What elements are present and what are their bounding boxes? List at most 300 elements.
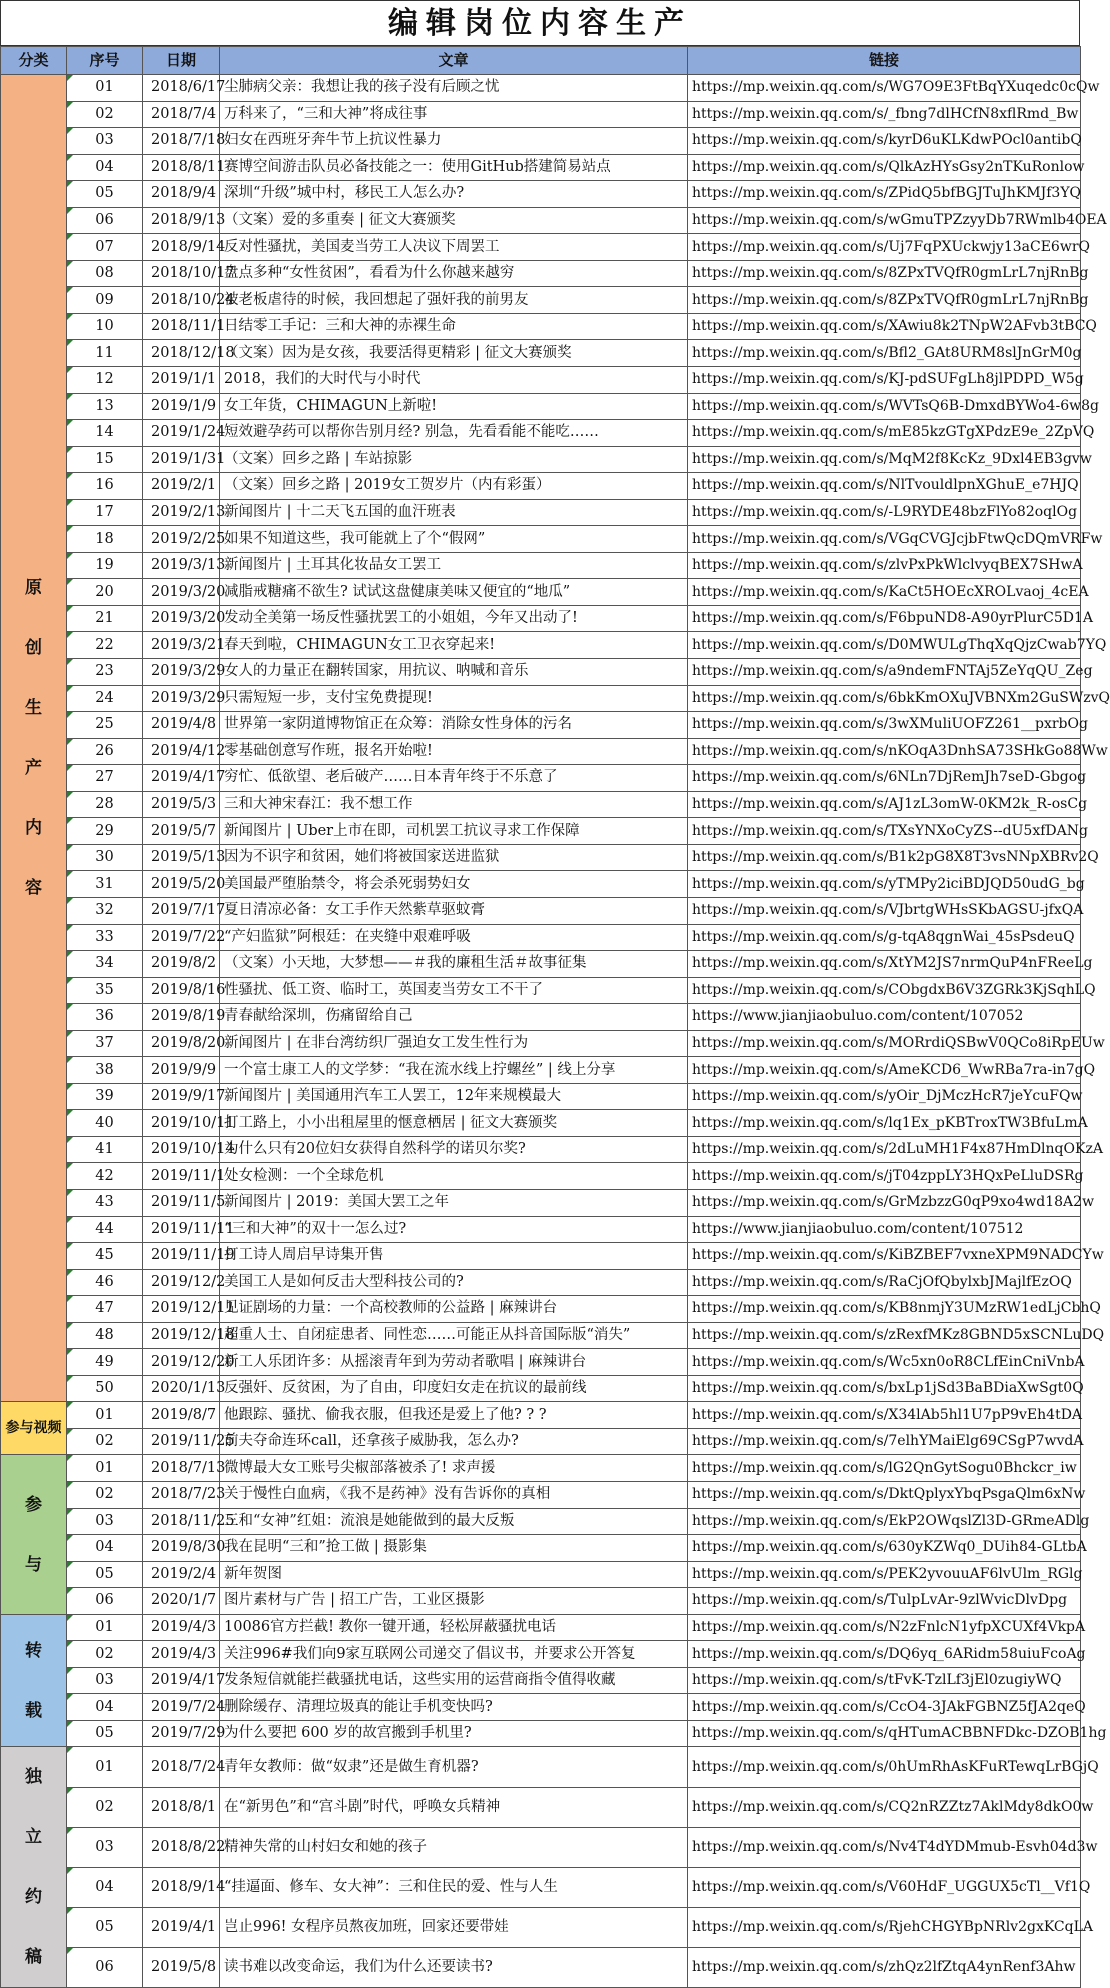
row-number: 09 <box>95 291 114 308</box>
table-row <box>1 75 1081 102</box>
table-row <box>1 1402 1081 1429</box>
row-number: 36 <box>95 1008 114 1025</box>
row-number: 01 <box>95 1758 114 1775</box>
article-link[interactable]: https://mp.weixin.qq.com/s/KaCt5HOEcXROLvaoj_4cEA <box>688 579 1081 606</box>
category-label: 原创生产内容 <box>25 578 42 899</box>
row-number: 08 <box>95 265 114 282</box>
date-cell: 2018/9/4 <box>143 181 220 208</box>
article-link[interactable]: https://www.jianjiaobuluo.com/content/107052 <box>688 1004 1081 1031</box>
article-link[interactable]: https://mp.weixin.qq.com/s/KB8nmjY3UMzRW1edLjCbhQ <box>688 1296 1081 1323</box>
number-cell <box>67 154 143 181</box>
article-link[interactable]: https://mp.weixin.qq.com/s/jT04zppLY3HQxPeLluDSRg <box>688 1163 1081 1190</box>
date-cell: 2019/11/1 <box>143 1163 220 1190</box>
date-cell: 2019/1/9 <box>143 393 220 420</box>
article-link[interactable]: https://mp.weixin.qq.com/s/KJ-pdSUFgLh8jlPDPD_W5g <box>688 367 1081 394</box>
date-cell: 2019/5/13 <box>143 844 220 871</box>
table-row <box>1 234 1081 261</box>
number-cell <box>67 844 143 871</box>
article-link[interactable]: https://mp.weixin.qq.com/s/0hUmRhAsKFuRTewqLrBGjQ <box>688 1747 1081 1787</box>
article-title-cell: 反强奸、反贫困，为了自由，印度妇女走在抗议的最前线 <box>220 1375 688 1402</box>
cell-comment-marker <box>67 1509 73 1515</box>
cell-comment-marker <box>67 1429 73 1435</box>
cell-comment-marker <box>67 1747 73 1753</box>
table-row <box>1 712 1081 739</box>
row-number: 12 <box>95 371 114 388</box>
date-cell: 2019/4/17 <box>143 1667 220 1694</box>
table-row <box>1 659 1081 686</box>
number-cell <box>67 1908 143 1948</box>
article-title-cell: 新闻图片 | 十二天飞五国的血汗班表 <box>220 499 688 526</box>
article-title-cell: （文案）小天地，大梦想——＃我的廉租生活＃故事征集 <box>220 951 688 978</box>
row-number: 29 <box>95 822 114 839</box>
date-cell: 2019/3/29 <box>143 685 220 712</box>
number-cell <box>67 897 143 924</box>
row-number: 42 <box>95 1167 114 1184</box>
content-table <box>0 46 1110 1988</box>
cell-comment-marker <box>67 234 73 240</box>
article-title-cell: 发条短信就能拦截骚扰电话，这些实用的运营商指令值得收藏 <box>220 1667 688 1694</box>
article-title-cell: 2018，我们的大时代与小时代 <box>220 367 688 394</box>
table-row <box>1 260 1081 287</box>
article-link[interactable]: https://mp.weixin.qq.com/s/Uj7FqPXUckwjy13aCE6wrQ <box>688 234 1081 261</box>
article-link[interactable]: https://mp.weixin.qq.com/s/PEK2yvouuAF6lvUlm_RGlg <box>688 1561 1081 1588</box>
table-row <box>1 1296 1081 1323</box>
number-cell <box>67 1322 143 1349</box>
table-row <box>1 1694 1081 1721</box>
row-number: 37 <box>95 1034 114 1051</box>
cell-comment-marker <box>67 75 73 81</box>
table-row <box>1 420 1081 447</box>
article-link[interactable]: https://mp.weixin.qq.com/s/GrMzbzzG0qP9xo4wd18A2w <box>688 1189 1081 1216</box>
cell-comment-marker <box>67 128 73 134</box>
number-cell <box>67 1481 143 1508</box>
row-number: 40 <box>95 1114 114 1131</box>
table-row <box>1 1216 1081 1243</box>
cell-comment-marker <box>67 1948 73 1954</box>
article-title-cell: （文案）爱的多重奏 | 征文大赛颁奖 <box>220 207 688 234</box>
cell-comment-marker <box>67 287 73 293</box>
cell-comment-marker <box>67 845 73 851</box>
number-cell <box>67 207 143 234</box>
row-number: 01 <box>95 1459 114 1476</box>
row-number: 02 <box>95 1486 114 1503</box>
article-title-cell: 新闻图片 | Uber上市在即，司机罢工抗议寻求工作保障 <box>220 818 688 845</box>
number-cell <box>67 1216 143 1243</box>
cell-comment-marker <box>67 1788 73 1794</box>
article-link[interactable]: https://mp.weixin.qq.com/s/6bkKmOXuJVBNXm2GuSWzvQ <box>688 685 1081 712</box>
number-cell <box>67 818 143 845</box>
number-cell <box>67 1136 143 1163</box>
article-title-cell: 微博最大女工账号尖椒部落被杀了! 求声援 <box>220 1455 688 1482</box>
article-title-cell: “挂逼面、修车、女大神”：三和住民的爱、性与人生 <box>220 1867 688 1907</box>
table-row <box>1 1004 1081 1031</box>
cell-comment-marker <box>67 712 73 718</box>
date-cell: 2019/11/19 <box>143 1243 220 1270</box>
category-cell <box>1 1747 67 1988</box>
table-row <box>1 1349 1081 1376</box>
cell-comment-marker <box>67 1828 73 1834</box>
date-cell: 2019/9/17 <box>143 1083 220 1110</box>
table-row <box>1 685 1081 712</box>
article-link[interactable]: https://mp.weixin.qq.com/s/tFvK-TzlLf3jEl0zugiyWQ <box>688 1667 1081 1694</box>
cell-comment-marker <box>67 367 73 373</box>
article-title-cell: 世界第一家阴道博物馆正在众筹：消除女性身体的污名 <box>220 712 688 739</box>
number-cell <box>67 659 143 686</box>
table-row <box>1 738 1081 765</box>
article-link[interactable]: https://mp.weixin.qq.com/s/yOir_DjMczHcR7jeYcuFQw <box>688 1083 1081 1110</box>
article-link[interactable]: https://mp.weixin.qq.com/s/X34lAb5hl1U7pP9vEh4tDA <box>688 1402 1081 1429</box>
date-cell: 2018/9/14 <box>143 234 220 261</box>
number-cell <box>67 1110 143 1137</box>
article-link[interactable]: https://mp.weixin.qq.com/s/RaCjOfQbylxbJMajlfEzOQ <box>688 1269 1081 1296</box>
number-cell <box>67 181 143 208</box>
article-link[interactable]: https://mp.weixin.qq.com/s/KiBZBEF7vxneXPM9NADCYw <box>688 1243 1081 1270</box>
article-link[interactable]: https://mp.weixin.qq.com/s/630yKZWq0_DUih84-GLtbA <box>688 1535 1081 1562</box>
article-link[interactable]: https://mp.weixin.qq.com/s/Bfl2_GAt8URM8slJnGrM0g <box>688 340 1081 367</box>
article-link[interactable]: https://mp.weixin.qq.com/s/DQ6yq_6ARidm58uiuFcoAg <box>688 1641 1081 1668</box>
cell-comment-marker <box>67 1296 73 1302</box>
article-title-cell: 青春献给深圳，伤痛留给自己 <box>220 1004 688 1031</box>
number-cell <box>67 1948 143 1988</box>
cell-comment-marker <box>67 340 73 346</box>
cell-comment-marker <box>67 314 73 320</box>
cell-comment-marker <box>67 818 73 824</box>
cell-comment-marker <box>67 1163 73 1169</box>
article-link[interactable]: https://mp.weixin.qq.com/s/kyrD6uKLKdwPOcl0antibQ <box>688 128 1081 155</box>
number-cell <box>67 977 143 1004</box>
sheet-title: 编辑岗位内容生产 <box>0 0 1080 46</box>
row-number: 16 <box>95 477 114 494</box>
article-link[interactable]: https://mp.weixin.qq.com/s/B1k2pG8X8T3vsNNpXBRv2Q <box>688 844 1081 871</box>
header-category: 分类 <box>1 47 67 75</box>
date-cell: 2019/7/17 <box>143 897 220 924</box>
row-number: 07 <box>95 238 114 255</box>
article-title-cell: （文案）回乡之路 | 2019女工贺岁片（内有彩蛋） <box>220 473 688 500</box>
row-number: 15 <box>95 450 114 467</box>
table-row <box>1 446 1081 473</box>
article-link[interactable]: https://mp.weixin.qq.com/s/N2zFnlcN1yfpXCUXf4VkpA <box>688 1614 1081 1641</box>
number-cell <box>67 446 143 473</box>
number-cell <box>67 1428 143 1455</box>
article-title-cell: 女工年货，CHIMAGUN上新啦! <box>220 393 688 420</box>
table-row <box>1 1057 1081 1084</box>
row-number: 43 <box>95 1194 114 1211</box>
table-row <box>1 1110 1081 1137</box>
category-label: 参与 <box>25 1494 42 1575</box>
number-cell <box>67 1083 143 1110</box>
row-number: 03 <box>95 1512 114 1529</box>
row-number: 14 <box>95 424 114 441</box>
date-cell: 2019/1/24 <box>143 420 220 447</box>
article-link[interactable]: https://mp.weixin.qq.com/s/AJ1zL3omW-0KM2k_R-osCg <box>688 791 1081 818</box>
article-link[interactable]: https://mp.weixin.qq.com/s/zhQz2lfZtqA4ynRenf3Ahw <box>688 1948 1081 1988</box>
article-title-cell: 图片素材与广告 | 招工广告，工业区摄影 <box>220 1588 688 1615</box>
article-link[interactable]: https://mp.weixin.qq.com/s/EkP2OWqslZl3D-GRmeADlg <box>688 1508 1081 1535</box>
article-link[interactable]: https://mp.weixin.qq.com/s/ZPidQ5bfBGJTuJhKMJf3YQ <box>688 181 1081 208</box>
article-title-cell: 超重人士、自闭症患者、同性恋……可能正从抖音国际版“消失” <box>220 1322 688 1349</box>
article-title-cell: 尘肺病父亲：我想让我的孩子没有后顾之忧 <box>220 75 688 102</box>
article-link[interactable]: https://mp.weixin.qq.com/s/nKOqA3DnhSA73SHkGo88Ww <box>688 738 1081 765</box>
table-row <box>1 154 1081 181</box>
date-cell: 2018/8/22 <box>143 1827 220 1867</box>
cell-comment-marker <box>67 500 73 506</box>
date-cell: 2019/12/18 <box>143 1322 220 1349</box>
article-link[interactable]: https://mp.weixin.qq.com/s/7elhYMaiElg69CSgP7wvdA <box>688 1428 1081 1455</box>
table-row <box>1 1787 1081 1827</box>
article-title-cell: 美国工人是如何反击大型科技公司的? <box>220 1269 688 1296</box>
date-cell: 2019/8/7 <box>143 1402 220 1429</box>
article-link[interactable]: https://mp.weixin.qq.com/s/Wc5xn0oR8CLfEinCniVnbA <box>688 1349 1081 1376</box>
date-cell: 2019/4/1 <box>143 1908 220 1948</box>
article-title-cell: 三和大神宋春江：我不想工作 <box>220 791 688 818</box>
article-link[interactable]: https://mp.weixin.qq.com/s/zRexfMKz8GBND5xSCNLuDQ <box>688 1322 1081 1349</box>
article-title-cell: 被老板虐待的时候，我回想起了强奸我的前男友 <box>220 287 688 314</box>
row-number: 32 <box>95 902 114 919</box>
article-link[interactable]: https://mp.weixin.qq.com/s/8ZPxTVQfR0gmLrL7njRnBg <box>688 260 1081 287</box>
article-link[interactable]: https://mp.weixin.qq.com/s/AmeKCD6_WwRBa7ra-in7gQ <box>688 1057 1081 1084</box>
article-link[interactable]: https://mp.weixin.qq.com/s/-L9RYDE48bzFlYo82oqlOg <box>688 499 1081 526</box>
number-cell <box>67 234 143 261</box>
number-cell <box>67 738 143 765</box>
number-cell <box>67 924 143 951</box>
header-number: 序号 <box>67 47 143 75</box>
number-cell <box>67 552 143 579</box>
number-cell <box>67 1787 143 1827</box>
row-number: 35 <box>95 981 114 998</box>
date-cell: 2019/4/3 <box>143 1641 220 1668</box>
article-title-cell: 10086官方拦截! 教你一键开通，轻松屏蔽骚扰电话 <box>220 1614 688 1641</box>
number-cell <box>67 1667 143 1694</box>
cell-comment-marker <box>67 526 73 532</box>
article-title-cell: 女人的力量正在翻转国家，用抗议、呐喊和音乐 <box>220 659 688 686</box>
article-link[interactable]: https://mp.weixin.qq.com/s/QlkAzHYsGsy2nTKuRonlow <box>688 154 1081 181</box>
article-link[interactable]: https://mp.weixin.qq.com/s/MORrdiQSBwV0QCo8iRpEUw <box>688 1030 1081 1057</box>
number-cell <box>67 791 143 818</box>
table-row <box>1 1481 1081 1508</box>
article-title-cell: 青年女教师：做“奴隶”还是做生育机器? <box>220 1747 688 1787</box>
article-title-cell: 为什么只有20位妇女获得自然科学的诺贝尔奖? <box>220 1136 688 1163</box>
article-link[interactable]: https://mp.weixin.qq.com/s/a9ndemFNTAj5ZeYqQU_Zeg <box>688 659 1081 686</box>
article-link[interactable]: https://mp.weixin.qq.com/s/zlvPxPkWlclvyqBEX7SHwA <box>688 552 1081 579</box>
cell-comment-marker <box>67 739 73 745</box>
category-label: 独立约稿 <box>25 1767 42 1968</box>
date-cell: 2019/4/8 <box>143 712 220 739</box>
article-title-cell: 删除缓存、清理垃圾真的能让手机变快吗? <box>220 1694 688 1721</box>
article-link[interactable]: https://mp.weixin.qq.com/s/V60HdF_UGGUX5cTl__Vf1Q <box>688 1867 1081 1907</box>
number-cell <box>67 1296 143 1323</box>
category-cell <box>1 75 67 1402</box>
article-link[interactable]: https://mp.weixin.qq.com/s/wGmuTPZzyyDb7RWmlb4OEA <box>688 207 1081 234</box>
article-title-cell: 打工路上，小小出租屋里的惬意栖居 | 征文大赛颁奖 <box>220 1110 688 1137</box>
date-cell: 2018/7/13 <box>143 1455 220 1482</box>
article-title-cell: 赛博空间游击队员必备技能之一：使用GitHub搭建简易站点 <box>220 154 688 181</box>
cell-comment-marker <box>67 1535 73 1541</box>
number-cell <box>67 1508 143 1535</box>
date-cell: 2019/1/1 <box>143 367 220 394</box>
cell-comment-marker <box>67 1588 73 1594</box>
article-title-cell: 新年贺图 <box>220 1561 688 1588</box>
number-cell <box>67 1163 143 1190</box>
article-link[interactable]: https://mp.weixin.qq.com/s/XAwiu8k2TNpW2AFvb3tBCQ <box>688 313 1081 340</box>
number-cell <box>67 605 143 632</box>
article-link[interactable]: https://mp.weixin.qq.com/s/_fbng7dlHCfN8xflRmd_Bw <box>688 101 1081 128</box>
article-link[interactable]: https://mp.weixin.qq.com/s/WVTsQ6B-DmxdBYWo4-6w8g <box>688 393 1081 420</box>
row-number: 11 <box>95 344 114 361</box>
article-title-cell: 新工人乐团许多：从摇滚青年到为劳动者歌唱 | 麻辣讲台 <box>220 1349 688 1376</box>
article-title-cell: 见证剧场的力量：一个高校教师的公益路 | 麻辣讲台 <box>220 1296 688 1323</box>
article-link[interactable]: https://mp.weixin.qq.com/s/bxLp1jSd3BaBDiaXwSgt0Q <box>688 1375 1081 1402</box>
number-cell <box>67 1827 143 1867</box>
cell-comment-marker <box>67 1031 73 1037</box>
article-link[interactable]: https://mp.weixin.qq.com/s/CQ2nRZZtz7AklMdy8dkO0w <box>688 1787 1081 1827</box>
category-label: 参与视频 <box>5 1420 62 1437</box>
cell-comment-marker <box>67 898 73 904</box>
article-link[interactable]: https://mp.weixin.qq.com/s/D0MWULgThqXqQjzCwab7YQ <box>688 632 1081 659</box>
number-cell <box>67 951 143 978</box>
article-link[interactable]: https://mp.weixin.qq.com/s/lq1Ex_pKBTroxTW3BfuLmA <box>688 1110 1081 1137</box>
date-cell: 2019/8/30 <box>143 1535 220 1562</box>
table-row <box>1 1428 1081 1455</box>
cell-comment-marker <box>67 155 73 161</box>
article-title-cell: 性骚扰、低工资、临时工，英国麦当劳女工不干了 <box>220 977 688 1004</box>
date-cell: 2018/11/25 <box>143 1508 220 1535</box>
date-cell: 2019/8/2 <box>143 951 220 978</box>
date-cell: 2019/3/20 <box>143 605 220 632</box>
table-row <box>1 632 1081 659</box>
article-link[interactable]: https://mp.weixin.qq.com/s/2dLuMH1F4x87HmDlnqOKzA <box>688 1136 1081 1163</box>
table-row <box>1 1030 1081 1057</box>
cell-comment-marker <box>67 1190 73 1196</box>
row-number: 04 <box>95 1879 114 1895</box>
article-link[interactable]: https://mp.weixin.qq.com/s/XtYM2JS7nrmQuP4nFReeLg <box>688 951 1081 978</box>
number-cell <box>67 1720 143 1747</box>
table-row <box>1 340 1081 367</box>
article-link[interactable]: https://mp.weixin.qq.com/s/8ZPxTVQfR0gmLrL7njRnBg <box>688 287 1081 314</box>
article-link[interactable]: https://mp.weixin.qq.com/s/6NLn7DjRemJh7seD-Gbgog <box>688 765 1081 792</box>
table-row <box>1 897 1081 924</box>
date-cell: 2018/6/17 <box>143 75 220 102</box>
article-title-cell: 关注996#我们向9家互联网公司递交了倡议书，并要求公开答复 <box>220 1641 688 1668</box>
article-link[interactable]: https://mp.weixin.qq.com/s/qHTumACBBNFDkc-DZOB1hg <box>688 1720 1081 1747</box>
article-title-cell: 万科来了，“三和大神”将成往事 <box>220 101 688 128</box>
row-number: 45 <box>95 1247 114 1264</box>
number-cell <box>67 1057 143 1084</box>
article-link[interactable]: https://mp.weixin.qq.com/s/MqM2f8KcKz_9Dxl4EB3gvw <box>688 446 1081 473</box>
row-number: 06 <box>95 212 114 228</box>
article-link[interactable]: https://www.jianjiaobuluo.com/content/107512 <box>688 1216 1081 1243</box>
cell-comment-marker <box>67 792 73 798</box>
category-cell <box>1 1402 67 1455</box>
article-title-cell: 减脂戒糖痛不欲生? 试试这盘健康美味又便宜的“地瓜” <box>220 579 688 606</box>
table-row <box>1 1747 1081 1787</box>
table-row <box>1 473 1081 500</box>
row-number: 02 <box>95 1433 114 1450</box>
article-link[interactable]: https://mp.weixin.qq.com/s/Nv4T4dYDMmub-Esvh04d3w <box>688 1827 1081 1867</box>
category-cell <box>1 1455 67 1614</box>
number-cell <box>67 473 143 500</box>
date-cell: 2019/2/25 <box>143 526 220 553</box>
article-link[interactable]: https://mp.weixin.qq.com/s/g-tqA8qgnWai_45sPsdeuQ <box>688 924 1081 951</box>
cell-comment-marker <box>67 1270 73 1276</box>
cell-comment-marker <box>67 951 73 957</box>
article-link[interactable]: https://mp.weixin.qq.com/s/F6bpuND8-A90yrPlurC5D1A <box>688 605 1081 632</box>
row-number: 17 <box>95 504 114 521</box>
cell-comment-marker <box>67 1110 73 1116</box>
article-link[interactable]: https://mp.weixin.qq.com/s/WG7O9E3FtBqYXuqedc0cQw <box>688 75 1081 102</box>
number-cell <box>67 499 143 526</box>
article-link[interactable]: https://mp.weixin.qq.com/s/3wXMuliUOFZ261__pxrbOg <box>688 712 1081 739</box>
row-number: 03 <box>95 132 114 149</box>
table-row <box>1 1375 1081 1402</box>
article-link[interactable]: https://mp.weixin.qq.com/s/mE85kzGTgXPdzE9e_2ZpVQ <box>688 420 1081 447</box>
cell-comment-marker <box>67 1615 73 1621</box>
article-link[interactable]: https://mp.weixin.qq.com/s/VGqCVGJcjbFtwQcDQmVRFw <box>688 526 1081 553</box>
number-cell <box>67 1867 143 1907</box>
number-cell <box>67 1189 143 1216</box>
date-cell: 2019/3/21 <box>143 632 220 659</box>
number-cell <box>67 287 143 314</box>
date-cell: 2019/3/13 <box>143 552 220 579</box>
cell-comment-marker <box>67 1323 73 1329</box>
row-number: 10 <box>95 318 114 335</box>
date-cell: 2019/7/29 <box>143 1720 220 1747</box>
article-link[interactable]: https://mp.weixin.qq.com/s/TXsYNXoCyZS--dU5xfDANg <box>688 818 1081 845</box>
number-cell <box>67 75 143 102</box>
row-number: 06 <box>95 1592 114 1609</box>
article-link[interactable]: https://mp.weixin.qq.com/s/VJbrtgWHsSKbAGSU-jfxQA <box>688 897 1081 924</box>
cell-comment-marker <box>67 1868 73 1874</box>
number-cell <box>67 579 143 606</box>
row-number: 33 <box>95 928 114 945</box>
article-link[interactable]: https://mp.weixin.qq.com/s/DktQplyxYbqPsgaQlm6xNw <box>688 1481 1081 1508</box>
table-row <box>1 1189 1081 1216</box>
article-link[interactable]: https://mp.weixin.qq.com/s/CObgdxB6V3ZGRk3KjSqhLQ <box>688 977 1081 1004</box>
row-number: 22 <box>95 636 114 653</box>
date-cell: 2019/2/1 <box>143 473 220 500</box>
article-link[interactable]: https://mp.weixin.qq.com/s/yTMPy2iciBDJQD50udG_bg <box>688 871 1081 898</box>
number-cell <box>67 1402 143 1429</box>
article-link[interactable]: https://mp.weixin.qq.com/s/lG2QnGytSogu0Bhckcr_iw <box>688 1455 1081 1482</box>
date-cell: 2019/5/7 <box>143 818 220 845</box>
date-cell: 2018/12/18 <box>143 340 220 367</box>
cell-comment-marker <box>67 765 73 771</box>
date-cell: 2019/8/20 <box>143 1030 220 1057</box>
table-row <box>1 924 1081 951</box>
table-row <box>1 1614 1081 1641</box>
number-cell <box>67 420 143 447</box>
article-link[interactable]: https://mp.weixin.qq.com/s/RjehCHGYBpNRlv2gxKCqLA <box>688 1908 1081 1948</box>
row-number: 13 <box>95 397 114 414</box>
article-title-cell: （文案）因为是女孩，我要活得更精彩 | 征文大赛颁奖 <box>220 340 688 367</box>
article-title-cell: 盘点多种“女性贫困”，看看为什么你越来越穷 <box>220 260 688 287</box>
article-title-cell: 发动全美第一场反性骚扰罢工的小姐姐，今年又出动了! <box>220 605 688 632</box>
row-number: 04 <box>95 1698 114 1715</box>
row-number: 30 <box>95 849 114 866</box>
article-link[interactable]: https://mp.weixin.qq.com/s/NlTvouldlpnXGhuE_e7HJQ <box>688 473 1081 500</box>
article-link[interactable]: https://mp.weixin.qq.com/s/CcO4-3JAkFGBNZ5fJA2qeQ <box>688 1694 1081 1721</box>
row-number: 24 <box>95 689 114 706</box>
date-cell: 2018/7/24 <box>143 1747 220 1787</box>
article-title-cell: （文案）回乡之路 | 车站掠影 <box>220 446 688 473</box>
number-cell <box>67 367 143 394</box>
header-article: 文章 <box>220 47 688 75</box>
table-body <box>1 75 1110 1988</box>
date-cell: 2019/4/17 <box>143 765 220 792</box>
table-row <box>1 1322 1081 1349</box>
table-row <box>1 1641 1081 1668</box>
cell-comment-marker <box>67 659 73 665</box>
article-link[interactable]: https://mp.weixin.qq.com/s/TulpLvAr-9zlWvicDlvDpg <box>688 1588 1081 1615</box>
